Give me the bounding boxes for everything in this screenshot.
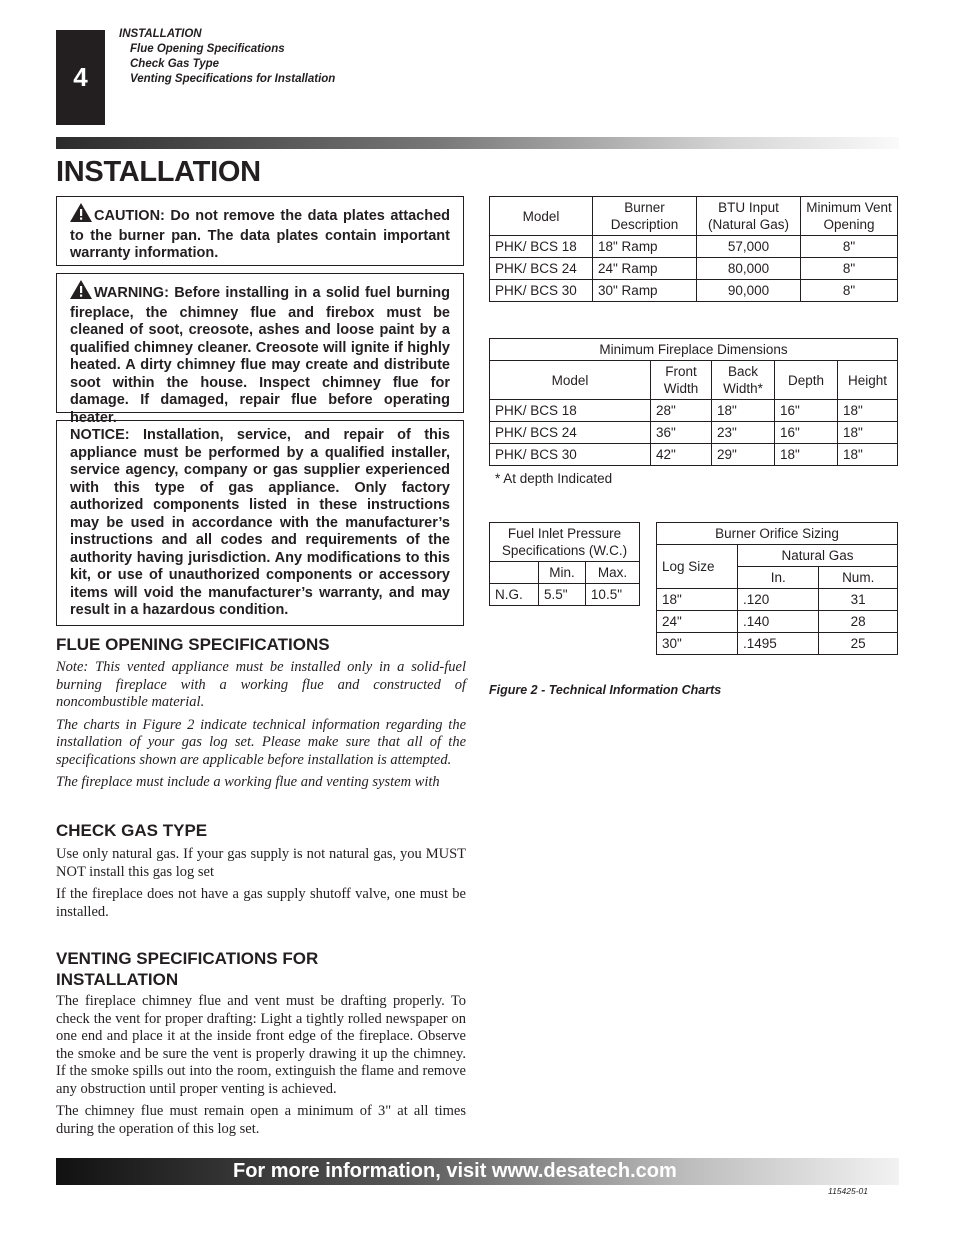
table-header-row <box>490 562 640 584</box>
table-header: Front Width <box>651 361 712 400</box>
warning-box <box>56 273 464 426</box>
table-title-row <box>490 339 898 361</box>
table-header: Model <box>490 197 593 236</box>
venting-paragraph: The chimney flue must remain open a minimum of 3" at all times during the operation of this log set. <box>56 1103 466 1137</box>
table-row <box>657 611 898 633</box>
table-title: Fuel Inlet Pressure Specifications (W.C.) <box>490 523 640 562</box>
table-header: In. <box>738 567 819 589</box>
table-cell: PHK/ BCS 24 <box>490 258 593 280</box>
table-header: Depth <box>775 361 838 400</box>
table-cell: 31 <box>819 589 898 611</box>
warning-text: WARNING: Before installing in a solid fuel burning fireplace, the chimney flue and firebox must be cleaned of soot, creosote, ashes and loose paint by a qualified chimney cleaner. Creosote will ignite if highly heated. A dirty chimney flue may create and distribute soot within the house. Inspect chimney flue for damage. If damaged, repair flue before operating heater. <box>70 285 450 426</box>
table-cell: PHK/ BCS 24 <box>490 422 651 444</box>
table-row <box>657 633 898 655</box>
table-cell: 29" <box>712 444 775 466</box>
table-cell: 90,000 <box>697 280 801 302</box>
warning-triangle-icon <box>70 280 92 305</box>
notice-box <box>56 420 464 626</box>
table-title-row <box>490 523 640 562</box>
table-cell: 25 <box>819 633 898 655</box>
table-cell: 18" <box>657 589 738 611</box>
table-cell: 5.5" <box>539 584 586 606</box>
footer-link-text: For more information, visit www.desatech.com <box>233 1160 677 1182</box>
table-title: Burner Orifice Sizing <box>657 523 898 545</box>
table-cell: 18" <box>775 444 838 466</box>
gas-paragraph: Use only natural gas. If your gas supply is not natural gas, you MUST NOT install this gas log set <box>56 846 466 880</box>
table-header: Num. <box>819 567 898 589</box>
toc-item: Venting Specifications for Installation <box>130 73 336 85</box>
table-cell: .1495 <box>738 633 819 655</box>
flue-section <box>56 634 466 792</box>
warning-triangle-icon <box>70 203 92 228</box>
table-header-row <box>490 197 898 236</box>
table-header <box>490 562 539 584</box>
table-header: Natural Gas <box>738 545 898 567</box>
orifice-sizing-table <box>656 522 898 655</box>
table-row <box>490 422 898 444</box>
fireplace-dimensions-table <box>489 338 898 466</box>
table-cell: 8" <box>801 280 898 302</box>
gas-paragraph: If the fireplace does not have a gas supply shutoff valve, one must be installed. <box>56 886 466 920</box>
table-cell: 16" <box>775 400 838 422</box>
flue-heading: FLUE OPENING SPECIFICATIONS <box>56 635 330 654</box>
toc-item: Flue Opening Specifications <box>130 43 285 55</box>
table-header: Log Size <box>657 545 738 589</box>
section-toc <box>119 27 335 87</box>
table-cell: .140 <box>738 611 819 633</box>
header-rule <box>56 137 899 149</box>
venting-paragraph: The fireplace chimney flue and vent must be drafting properly. To check the vent for proper drafting: Light a tightly rolled newspaper on one end and place it at the inside front edge of the fireplace. Observe the smoke and be sure the vent is properly drawing it up the chimney. If the smoke spills out into the room, extinguish the flame and remove any obstruction until proper venting is achieved. <box>56 993 466 1097</box>
toc-heading: INSTALLATION <box>119 28 202 40</box>
table-row <box>490 444 898 466</box>
table-cell: 42" <box>651 444 712 466</box>
page-number-tab: 4 <box>56 30 105 125</box>
table-cell: 18" <box>712 400 775 422</box>
figure-caption: Figure 2 - Technical Information Charts <box>489 683 722 697</box>
table-cell: 24" <box>657 611 738 633</box>
table-cell: 16" <box>775 422 838 444</box>
table-header: Min. <box>539 562 586 584</box>
depth-footnote: * At depth Indicated <box>495 471 613 486</box>
table-header: Max. <box>585 562 639 584</box>
caution-text: CAUTION: Do not remove the data plates attached to the burner pan. The data plates contain important warranty information. <box>70 208 450 261</box>
toc-item: Check Gas Type <box>130 58 220 70</box>
table-cell: 8" <box>801 236 898 258</box>
table-header: Model <box>490 361 651 400</box>
table-cell: 80,000 <box>697 258 801 280</box>
notice-text: NOTICE: Installation, service, and repair of this appliance must be performed by a qualified installer, service agency, company or gas supplier experienced with this type of gas appliance. Only factory authorized components listed in these instructions may be used in accordance with the manufacturer’s instructions and all codes and requirements of the authority having jurisdiction. Any modifications to this kit, or use of unauthorized components or accessory items will void the manufacturer’s warranty, and may result in a hazardous condition. <box>70 427 450 618</box>
table-header: Burner Description <box>593 197 697 236</box>
table-cell: 36" <box>651 422 712 444</box>
gas-heading: CHECK GAS TYPE <box>56 821 208 840</box>
venting-heading: VENTING SPECIFICATIONS FOR INSTALLATION <box>56 949 319 989</box>
document-number: 115425-01 <box>827 1186 868 1196</box>
flue-paragraph: The fireplace must include a working flue and venting system with <box>56 774 440 790</box>
table-cell: 18" Ramp <box>593 236 697 258</box>
table-cell: PHK/ BCS 18 <box>490 236 593 258</box>
venting-section <box>56 948 466 1138</box>
table-cell: PHK/ BCS 30 <box>490 280 593 302</box>
table-cell: PHK/ BCS 18 <box>490 400 651 422</box>
table-row <box>490 280 898 302</box>
table-cell: 18" <box>838 422 898 444</box>
table-cell: 18" <box>838 400 898 422</box>
table-cell: 8" <box>801 258 898 280</box>
table-title: Minimum Fireplace Dimensions <box>490 339 898 361</box>
footer-banner <box>56 1158 899 1185</box>
table-cell: 28" <box>651 400 712 422</box>
table-header: Minimum Vent Opening <box>801 197 898 236</box>
table-row <box>657 589 898 611</box>
table-cell: PHK/ BCS 30 <box>490 444 651 466</box>
table-row <box>490 258 898 280</box>
table-cell: 24" Ramp <box>593 258 697 280</box>
table-cell: 23" <box>712 422 775 444</box>
table-title-row <box>657 523 898 545</box>
table-cell: 30" <box>657 633 738 655</box>
inlet-pressure-table <box>489 522 640 606</box>
table-cell: 57,000 <box>697 236 801 258</box>
caution-box <box>56 196 464 266</box>
table-row <box>490 400 898 422</box>
table-header: Back Width* <box>712 361 775 400</box>
table-cell: 10.5" <box>585 584 639 606</box>
table-row <box>490 584 640 606</box>
table-header: Height <box>838 361 898 400</box>
table-row <box>490 236 898 258</box>
flue-note: Note: This vented appliance must be installed only in a solid-fuel burning fireplace with a working flue and constructed of noncombustible material. <box>56 659 466 710</box>
flue-paragraph: The charts in Figure 2 indicate technical information regarding the installation of your gas log set. Please make sure that all of the specifications shown are applicable before installation is attempted. <box>56 716 466 768</box>
gas-section <box>56 820 466 921</box>
table-header-row <box>490 361 898 400</box>
table-header-row <box>657 545 898 567</box>
table-cell: 28 <box>819 611 898 633</box>
table-header: BTU Input (Natural Gas) <box>697 197 801 236</box>
table-cell: N.G. <box>490 584 539 606</box>
table-cell: 18" <box>838 444 898 466</box>
page-title: INSTALLATION <box>56 156 261 188</box>
table-cell: 30" Ramp <box>593 280 697 302</box>
table-cell: .120 <box>738 589 819 611</box>
burner-spec-table <box>489 196 898 302</box>
